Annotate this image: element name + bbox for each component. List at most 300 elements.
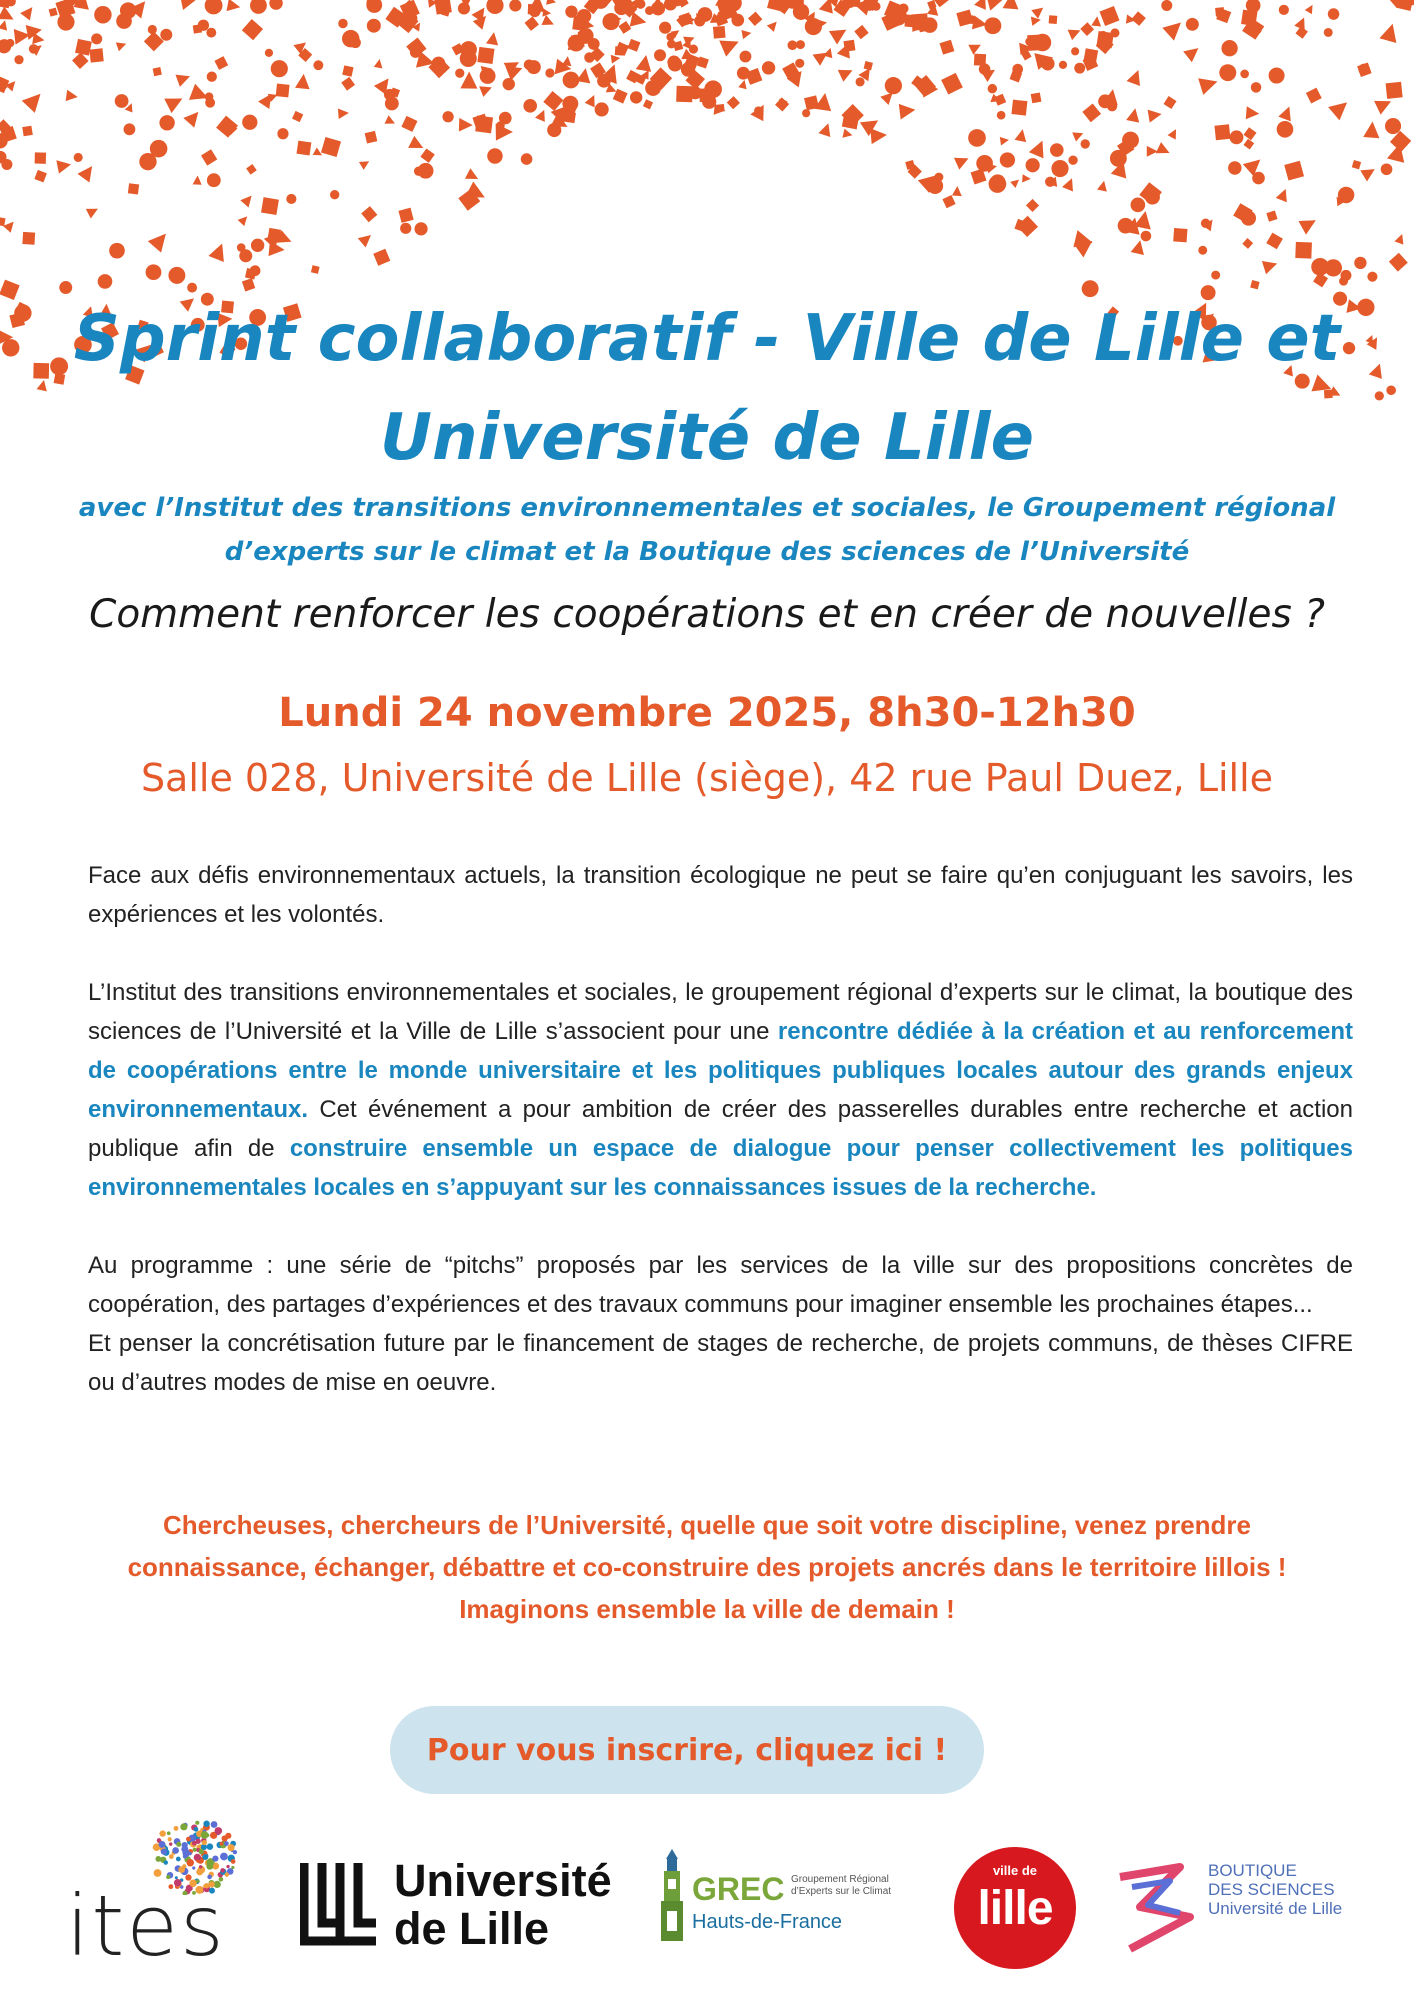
confetti-dot (1025, 38, 1033, 46)
confetti-dot (1, 159, 12, 170)
confetti-dot (775, 97, 789, 111)
confetti-dot (286, 194, 296, 204)
confetti-dot (1026, 199, 1039, 212)
confetti-dot (1100, 6, 1120, 26)
confetti-dot (1068, 155, 1077, 164)
confetti-dot (1118, 218, 1134, 234)
confetti-dot (0, 19, 10, 31)
confetti-dot (193, 24, 202, 33)
confetti-dot (1386, 82, 1403, 99)
confetti-dot (1251, 82, 1261, 92)
confetti-dot (727, 96, 740, 109)
confetti-dot (205, 0, 223, 14)
confetti-dot (1298, 213, 1319, 234)
ites-dot (203, 1821, 209, 1827)
confetti-dot (276, 84, 290, 98)
confetti-dot (22, 88, 47, 113)
confetti-dot (523, 99, 537, 113)
confetti-dot (630, 12, 648, 30)
ites-dot (182, 1842, 188, 1848)
partners-text-a: L’Institut des transitions environnementales et sociales, le groupement régional d’experts sur le climat, la boutique des sciences de l’Université et la Ville de Lille s’associent pour une (88, 979, 1353, 1045)
ites-dot (182, 1864, 186, 1868)
ites-dot (228, 1844, 235, 1851)
ites-dot (193, 1848, 197, 1852)
confetti-dot (250, 0, 267, 14)
confetti-dot (817, 18, 828, 29)
confetti-dot (418, 163, 434, 179)
confetti-dot (1252, 172, 1265, 185)
confetti-dot (1381, 163, 1393, 175)
confetti-dot (342, 65, 353, 76)
boutique-des-sciences-logo[interactable] (1110, 1857, 1370, 1967)
confetti-dot (1367, 272, 1377, 282)
bds-line1: BOUTIQUE (1208, 1861, 1297, 1880)
ites-dot (207, 1843, 214, 1850)
confetti-dot (458, 2, 470, 14)
ites-dot (164, 1860, 168, 1864)
confetti-dot (1198, 73, 1220, 95)
confetti-dot (358, 230, 375, 247)
confetti-dot (385, 115, 397, 127)
confetti-dot (115, 94, 129, 108)
confetti-dot (990, 174, 1006, 190)
confetti-dot (338, 19, 347, 28)
ites-dot (231, 1866, 234, 1869)
confetti-dot (269, 0, 282, 10)
ites-dot (169, 1854, 174, 1859)
confetti-dot (398, 208, 413, 223)
confetti-dot (251, 239, 264, 252)
confetti-dot (1277, 121, 1294, 138)
confetti-dot (1131, 239, 1147, 255)
confetti-dot (367, 19, 381, 33)
confetti-dot (1126, 107, 1142, 123)
confetti-dot (175, 70, 192, 87)
confetti-dot (503, 78, 515, 90)
register-button[interactable]: Pour vous inscrire, cliquez ici ! (390, 1706, 984, 1794)
confetti-dot (595, 102, 609, 116)
confetti-dot (1000, 136, 1010, 146)
confetti-dot (385, 97, 399, 111)
confetti-dot (1214, 124, 1230, 140)
confetti-dot (694, 15, 705, 26)
ville-de-lille-logo[interactable] (954, 1847, 1076, 1969)
confetti-dot (1394, 232, 1406, 244)
confetti-dot (1284, 161, 1304, 181)
confetti-dot (6, 39, 14, 47)
page-title-line2: Université de Lille (380, 401, 1034, 475)
partners-text-b: Cet événement a pour ambition de créer des passerelles durables entre recherche et action publique afin de (88, 1096, 1353, 1162)
confetti-dot (547, 123, 561, 137)
confetti-dot (737, 67, 750, 80)
confetti-dot (0, 217, 6, 226)
confetti-dot (898, 3, 908, 13)
confetti-dot (842, 129, 853, 140)
confetti-dot (521, 153, 533, 165)
confetti-dot (1276, 187, 1291, 202)
confetti-dot (762, 61, 775, 74)
confetti-dot (1357, 63, 1371, 77)
confetti-dot (1099, 31, 1108, 40)
bds-line3: Université de Lille (1208, 1899, 1343, 1918)
confetti-dot (486, 0, 503, 14)
ites-dot (202, 1840, 207, 1845)
grec-full-name: Groupement Régional d’Experts sur le Climat (791, 1874, 892, 1897)
confetti-dot (1230, 130, 1244, 144)
confetti-dot (767, 18, 780, 31)
confetti-dot (238, 213, 251, 226)
ites-dot (233, 1850, 237, 1854)
confetti-dot (401, 116, 417, 132)
confetti-dot (741, 28, 752, 39)
confetti-dot (1168, 127, 1181, 140)
ites-dot (224, 1841, 229, 1846)
confetti-dot (956, 10, 973, 27)
confetti-dot (864, 61, 873, 70)
confetti-dot (109, 243, 125, 259)
confetti-dot (373, 249, 390, 266)
confetti-dot (1269, 68, 1285, 84)
confetti-dot (116, 39, 128, 51)
confetti-dot (1068, 25, 1083, 40)
confetti-dot (740, 51, 752, 63)
confetti-dot (486, 31, 500, 45)
confetti-dot (57, 13, 74, 30)
confetti-dot (988, 84, 997, 93)
confetti-dot (800, 8, 809, 17)
confetti-dot (124, 123, 136, 135)
confetti-dot (1295, 242, 1312, 259)
ites-dot (172, 1847, 179, 1854)
confetti-dot (1161, 0, 1172, 11)
confetti-dot (240, 192, 255, 207)
confetti-dot (205, 92, 214, 101)
confetti-dot (365, 131, 378, 144)
confetti-dot (1071, 47, 1079, 55)
partners-subtitle: avec l’Institut des transitions environnementales et sociales, le Groupement régional d’experts sur le climat et la Boutique des sciences de l’Université (78, 493, 1336, 567)
ulille-mark-icon (300, 1861, 380, 1953)
confetti-dot (242, 115, 257, 130)
confetti-dot (899, 102, 917, 120)
confetti-dot (1010, 177, 1022, 189)
confetti-dot (1279, 5, 1289, 15)
confetti-dot (1081, 139, 1090, 148)
confetti-dot (292, 111, 303, 122)
confetti-dot (496, 121, 505, 130)
confetti-dot (350, 37, 361, 48)
ites-dot (168, 1837, 172, 1841)
ites-dot (187, 1859, 194, 1866)
confetti-dot (94, 6, 111, 23)
confetti-dot (628, 39, 641, 52)
confetti-dot (527, 60, 541, 74)
confetti-dot (1340, 270, 1351, 281)
confetti-dot (968, 40, 983, 55)
confetti-dot (432, 57, 446, 71)
confetti-dot (942, 195, 955, 208)
ites-dot (206, 1863, 213, 1870)
confetti-dot (261, 197, 279, 215)
confetti-dot (1294, 15, 1309, 30)
ites-dot (174, 1826, 179, 1831)
ulille-line2: de Lille (394, 1903, 550, 1954)
belfry-icon (656, 1849, 688, 1945)
confetti-dot (207, 173, 221, 187)
confetti-dot (563, 72, 580, 89)
confetti-dot (1072, 129, 1085, 142)
confetti-dot (59, 281, 72, 294)
confetti-dot (1324, 28, 1333, 37)
confetti-dot (74, 153, 83, 162)
confetti-dot (1148, 107, 1163, 122)
confetti-dot (528, 4, 539, 15)
confetti-dot (98, 274, 113, 289)
confetti-dot (1253, 25, 1262, 34)
confetti-dot (748, 12, 762, 26)
confetti-dot (1029, 137, 1050, 158)
confetti-dot (842, 112, 860, 130)
confetti-dot (1389, 253, 1408, 272)
confetti-dot (1097, 180, 1109, 192)
confetti-dot (681, 62, 695, 76)
confetti-dot (1244, 127, 1257, 140)
ites-dot (199, 1849, 204, 1854)
confetti-dot (904, 14, 917, 27)
confetti-dot (802, 109, 810, 117)
confetti-dot (341, 77, 355, 91)
ites-dot (169, 1842, 172, 1845)
confetti-dot (1082, 104, 1101, 123)
confetti-dot (1014, 128, 1028, 142)
confetti-dot (330, 190, 339, 199)
confetti-dot (359, 157, 372, 170)
confetti-dot (1031, 15, 1042, 26)
confetti-dot (997, 111, 1006, 120)
confetti-dot (1059, 61, 1067, 69)
confetti-dot (562, 56, 573, 67)
confetti-dot (1003, 0, 1020, 9)
confetti-dot (1122, 132, 1139, 149)
confetti-dot (20, 3, 37, 20)
confetti-dot (1110, 150, 1127, 167)
confetti-dot (645, 6, 654, 15)
confetti-dot (1266, 233, 1283, 250)
program-paragraph: Au programme : une série de “pitchs” proposés par les services de la ville sur des propositions concrètes de coopération, des partages d’expériences et des travaux communs pour imaginer ensemble les prochaines étapes... (88, 1252, 1353, 1318)
confetti-dot (1145, 190, 1160, 205)
partners-highlight-1: rencontre dédiée à la création et au renforcement de coopérations entre le monde universitaire et les politiques publiques locales autour des grands enjeux environnementaux. (88, 1018, 1353, 1123)
ites-dot (176, 1842, 181, 1847)
confetti-dot (465, 168, 481, 184)
confetti-dot (856, 77, 865, 86)
partners-paragraph (88, 973, 1353, 1207)
confetti-dot (1000, 152, 1015, 167)
confetti-dot (168, 267, 185, 284)
confetti-dot (400, 223, 411, 234)
ites-dot (220, 1868, 225, 1873)
confetti-dot (153, 67, 162, 76)
confetti-dot (1031, 3, 1046, 18)
grec-acronym: GREC (692, 1871, 785, 1907)
confetti-dot (1049, 15, 1058, 24)
confetti-dot (564, 111, 576, 123)
ites-dot (226, 1865, 229, 1868)
ites-dot (176, 1857, 181, 1862)
ites-dot (212, 1855, 218, 1861)
page-title-line1: Sprint collaboratif - Ville de Lille et (73, 302, 1341, 376)
confetti-dot (442, 111, 453, 122)
confetti-dot (487, 148, 502, 163)
confetti-dot (643, 99, 653, 109)
partners-highlight-2: construire ensemble un espace de dialogue pour penser collectivement les politiques environnementales locales en s’appuyant sur les connaissances issues de la recherche. (88, 1135, 1353, 1201)
confetti-dot (1352, 160, 1361, 169)
confetti-dot (1219, 64, 1236, 81)
grec-logo[interactable] (656, 1849, 916, 1959)
lille-logo-top: ville de (992, 1863, 1038, 1878)
event-description (88, 856, 1353, 1402)
confetti-dot (226, 0, 241, 14)
confetti-dot (434, 0, 452, 15)
confetti-dot (180, 0, 198, 10)
confetti-dot (1134, 209, 1154, 229)
confetti-dot (56, 158, 72, 174)
ites-dot (206, 1834, 209, 1837)
confetti-dot (1328, 96, 1353, 121)
confetti-dot (159, 115, 174, 130)
confetti-dot (565, 5, 577, 17)
confetti-dot (1306, 88, 1322, 104)
confetti-dot (577, 9, 591, 23)
confetti-dot (1386, 385, 1396, 395)
confetti-dot (460, 41, 477, 58)
confetti-dot (246, 164, 257, 175)
confetti-dot (546, 0, 557, 7)
confetti-dot (420, 148, 434, 162)
confetti-dot (1211, 271, 1220, 280)
confetti-dot (535, 108, 549, 122)
ites-dot (225, 1833, 231, 1839)
confetti-dot (296, 141, 311, 156)
confetti-dot (818, 121, 834, 137)
confetti-dot (77, 162, 98, 183)
confetti-dot (1127, 68, 1146, 87)
confetti-dot (731, 14, 744, 27)
confetti-dot (459, 118, 473, 132)
confetti-dot (543, 91, 563, 111)
confetti-dot (562, 96, 578, 112)
confetti-dot (838, 64, 856, 82)
confetti-dot (630, 91, 642, 103)
confetti-dot (1164, 96, 1177, 109)
confetti-dot (1243, 139, 1254, 150)
confetti-dot (615, 46, 624, 55)
confetti-dot (645, 80, 661, 96)
confetti-dot (1215, 7, 1224, 16)
confetti-dot (1051, 160, 1068, 177)
confetti-dot (1062, 176, 1077, 191)
confetti-dot (788, 40, 798, 50)
confetti-dot (207, 72, 217, 82)
confetti-dot (917, 19, 930, 32)
confetti-dot (49, 8, 58, 17)
ites-dot (231, 1859, 236, 1864)
confetti-dot (1156, 142, 1172, 158)
ites-dot (186, 1837, 191, 1842)
confetti-dot (1328, 8, 1340, 20)
confetti-dot (480, 68, 496, 84)
confetti-dot (258, 90, 277, 109)
confetti-dot (277, 128, 288, 139)
confetti-dot (1262, 257, 1279, 274)
lille-logo-main: lille (977, 1882, 1053, 1935)
confetti-dot (146, 264, 162, 280)
confetti-dot (1098, 94, 1112, 108)
confetti-dot (22, 232, 35, 245)
confetti-dot (976, 155, 993, 172)
confetti-dot (34, 170, 47, 183)
confetti-dot (541, 15, 556, 30)
confetti-dot (1379, 21, 1401, 43)
confetti-dot (545, 68, 554, 77)
confetti-dot (22, 126, 33, 137)
confetti-dot (86, 204, 101, 219)
ites-dot (195, 1821, 199, 1825)
confetti-dot (952, 186, 962, 196)
confetti-dot (1338, 187, 1354, 203)
confetti-dot (602, 13, 619, 30)
confetti-dot (479, 82, 494, 97)
confetti-dot (1278, 104, 1295, 121)
confetti-dot (576, 67, 592, 83)
confetti-dot (206, 28, 216, 38)
confetti-dot (524, 16, 538, 30)
confetti-dot (659, 22, 671, 34)
confetti-dot (1162, 16, 1187, 41)
confetti-dot (271, 60, 288, 77)
confetti-dot (987, 0, 1005, 11)
confetti-dot (795, 59, 804, 68)
ites-dot (216, 1864, 219, 1867)
bds-swirl-icon (1110, 1857, 1202, 1957)
confetti-dot (1240, 70, 1249, 79)
ites-dot (196, 1860, 199, 1863)
confetti-dot (414, 222, 427, 235)
confetti-dot (187, 283, 197, 293)
confetti-dot (1011, 100, 1027, 116)
confetti-dot (201, 149, 217, 165)
confetti-dot (750, 101, 770, 121)
confetti-dot (1131, 198, 1146, 213)
confetti-dot (477, 47, 494, 64)
confetti-dot (321, 137, 341, 157)
ites-logo[interactable] (66, 1815, 256, 1975)
ites-dot (199, 1865, 202, 1868)
confetti-dot (1385, 118, 1401, 134)
confetti-dot (242, 278, 255, 291)
confetti-dot (1305, 3, 1316, 14)
confetti-dot (75, 39, 92, 56)
funding-paragraph: Et penser la concrétisation future par le financement de stages de recherche, de projets communs, de thèses CIFRE ou d’autres modes de mise en oeuvre. (88, 1330, 1353, 1396)
confetti-dot (338, 108, 349, 119)
confetti-dot (974, 54, 986, 66)
confetti-dot (854, 25, 868, 39)
ites-dot (202, 1854, 208, 1860)
ulille-line1: Université (394, 1855, 612, 1906)
universite-de-lille-logo[interactable] (300, 1857, 630, 1957)
confetti-dot (214, 56, 228, 70)
confetti-dot (1080, 22, 1094, 36)
ites-dot (180, 1823, 187, 1830)
confetti-dot (295, 73, 311, 89)
